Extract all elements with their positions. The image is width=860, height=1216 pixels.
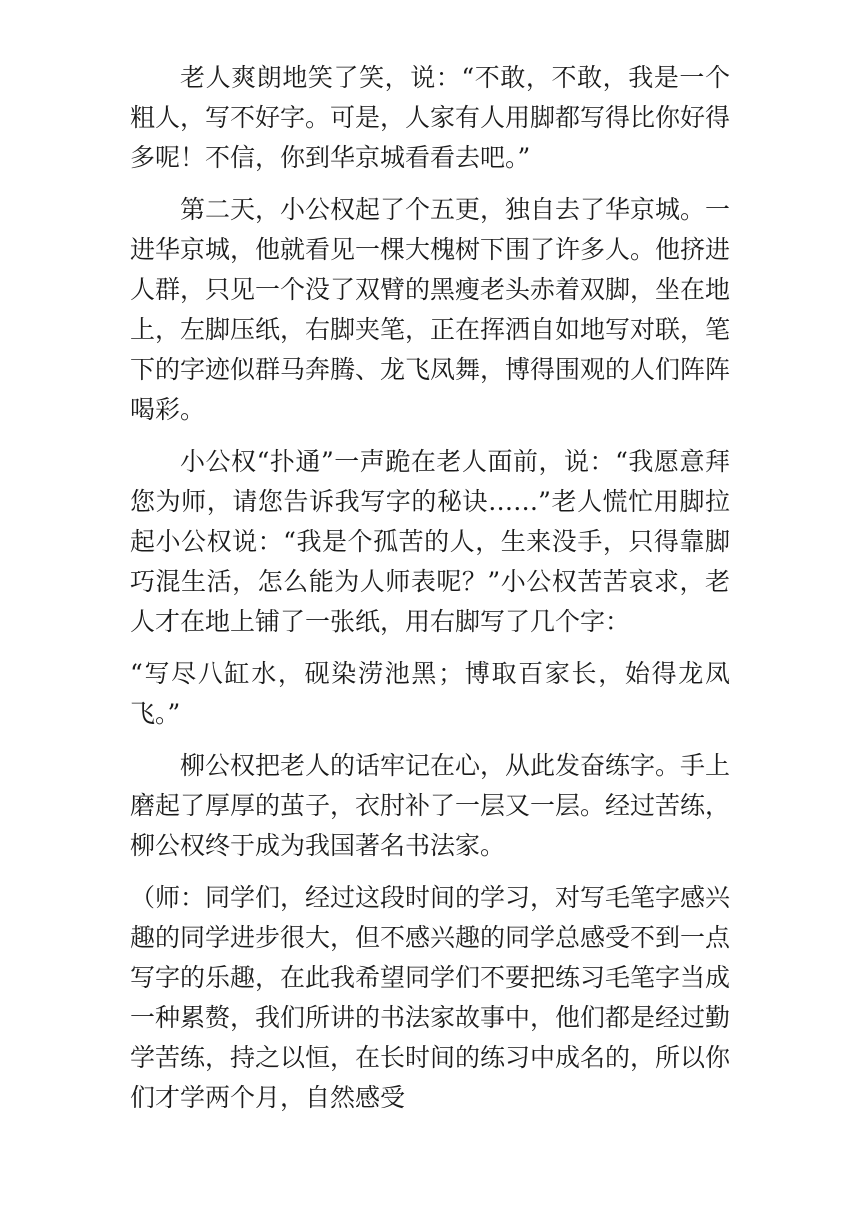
- paragraph-5: 柳公权把老人的话牢记在心，从此发奋练字。手上磨起了厚厚的茧子，衣肘补了一层又一层。经过苦练，柳公权终于成为我国著名书法家。: [130, 751, 731, 860]
- document-page: [130, 58, 730, 1130]
- paragraph-2: 第二天，小公权起了个五更，独自去了华京城。一进华京城，他就看见一棵大槐树下围了许多人。他挤进人群，只见一个没了双臂的黑瘦老头赤着双脚，坐在地上，左脚压纸，右脚夹笔，正在挥洒自如地写对联，笔下的字迹似群马奔腾、龙飞凤舞，博得围观的人们阵阵喝彩。: [130, 195, 731, 424]
- paragraph-3: 小公权“扑通”一声跪在老人面前，说：“我愿意拜您为师，请您告诉我写字的秘诀……”老人慌忙用脚拉起小公权说：“我是个孤苦的人，生来没手，只得靠脚巧混生活，怎么能为人师表呢？”小公权苦苦哀求，老人才在地上铺了一张纸，用右脚写了几个字：: [130, 447, 730, 636]
- paragraph-1: 老人爽朗地笑了笑，说：“不敢，不敢，我是一个粗人，写不好字。可是，人家有人用脚都写得比你好得多呢！不信，你到华京城看看去吧。”: [130, 63, 731, 172]
- couplet-quote: “写尽八缸水，砚染涝池黑；博取百家长，始得龙凤飞。”: [130, 659, 730, 728]
- teacher-note: （师：同学们，经过这段时间的学习，对写毛笔字感兴趣的同学进步很大，但不感兴趣的同学总感受不到一点写字的乐趣，在此我希望同学们不要把练习毛笔字当成一种累赘，我们所讲的书法家故事中，他们都是经过勤学苦练，持之以恒，在长时间的练习中成名的，所以你们才学两个月，自然感受: [130, 883, 731, 1112]
